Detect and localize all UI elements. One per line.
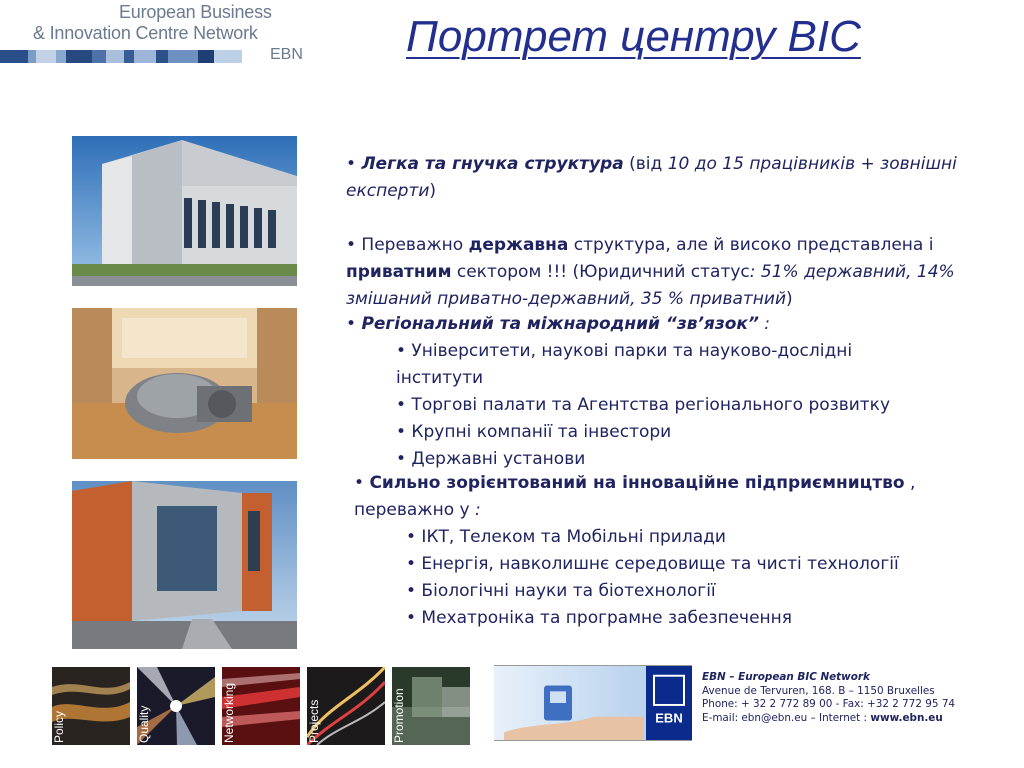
- innovation-item: • ІКТ, Телеком та Мобільні прилади: [406, 527, 726, 547]
- bullet-structure: [346, 151, 1006, 205]
- tile-networking: [222, 667, 300, 745]
- logo-bar-segment: [156, 50, 168, 63]
- ownership-text-2: структура, але й високо представлена і: [568, 235, 934, 255]
- ownership-text-3: сектором !!! (Юридичний статус: [451, 262, 750, 282]
- logo-bar-segment: [214, 50, 242, 63]
- logo-bar-segment: [168, 50, 198, 63]
- bullet: •: [346, 235, 357, 255]
- connections-item: • Торгові палати та Агентства регіонального розвитку: [396, 395, 891, 415]
- innovation-heading: Сильно зорієнтований на інноваційне підприємництво: [369, 473, 905, 493]
- building-photo-1: [72, 136, 297, 286]
- structure-close: ): [429, 181, 437, 201]
- logo-line-1: European Business: [119, 2, 272, 22]
- contact-heading: EBN – European BIC Network: [702, 671, 870, 683]
- tile-label: Promotion: [392, 688, 406, 743]
- logo-bar-segment: [106, 50, 124, 63]
- turbine-hall-photo: [72, 308, 297, 459]
- logo-bar-segment: [36, 50, 56, 63]
- innovation-item: • Біологічні науки та біотехнології: [406, 581, 716, 601]
- innovation-item: • Мехатроніка та програмне забезпечення: [406, 608, 793, 628]
- connections-item: • Державні установи: [396, 449, 586, 469]
- tile-quality: [137, 667, 215, 745]
- connections-item: • Університети, наукові парки та науково-дослідні інститути: [396, 341, 853, 388]
- logo-bar-segment: [92, 50, 106, 63]
- tile-label: Projects: [307, 699, 321, 743]
- logo-bar-segment: [66, 50, 92, 63]
- logo-bar-segment: [0, 50, 28, 63]
- tile-promotion: [392, 667, 470, 745]
- innovation-colon: :: [469, 500, 481, 520]
- bullet: •: [354, 473, 365, 493]
- contact-website-link[interactable]: www.ebn.eu: [870, 711, 943, 724]
- structure-open: (від: [623, 154, 668, 174]
- ownership-public: державна: [468, 235, 569, 255]
- logo-bar-segment: [198, 50, 214, 63]
- banner-label: EBN: [655, 710, 683, 726]
- connections-colon: :: [758, 314, 771, 334]
- ebn-banner: [494, 665, 692, 741]
- bullet-innovation: [354, 470, 994, 524]
- logo-color-bar: [0, 50, 262, 63]
- tile-label: Networking: [222, 682, 236, 743]
- page-title: Портрет центру BIC: [406, 12, 861, 61]
- contact-email-line: [702, 712, 1022, 726]
- connections-item: • Крупні компанії та інвестори: [396, 422, 672, 442]
- innovation-item: • Енергія, навколишнє середовище та чисті технології: [406, 554, 899, 574]
- ownership-close: ): [786, 289, 793, 309]
- logo-bar-segment: [28, 50, 36, 63]
- contact-info: [702, 671, 1022, 725]
- logo-short: EBN: [270, 46, 303, 63]
- innovation-text: , переважно у: [354, 473, 916, 520]
- tile-projects: [307, 667, 385, 745]
- contact-address: Avenue de Tervuren, 168. B – 1150 Bruxelles: [702, 684, 935, 697]
- bullet-ownership: [346, 232, 1006, 313]
- building-photo-2: [72, 481, 297, 649]
- logo-line-2: & Innovation Centre Network: [33, 23, 258, 43]
- ownership-status: : 51% державний, 14% змішаний приватно-державний, 35 % приватний: [346, 262, 955, 309]
- tile-label: Quality: [137, 705, 151, 743]
- bullet: •: [346, 314, 357, 334]
- logo-bar-segment: [56, 50, 66, 63]
- contact-phone: Phone: + 32 2 772 89 00 - Fax: +32 2 772 95 74: [702, 698, 956, 711]
- contact-email: E-mail: ebn@ebn.eu – Internet :: [702, 711, 871, 724]
- bullet-connections: [346, 311, 1006, 338]
- structure-staff: 10 до 15 працівників + зовнішні експерти: [346, 154, 957, 201]
- tile-policy: [52, 667, 130, 745]
- ebn-logo: [0, 0, 310, 70]
- ownership-text-1: Переважно: [356, 235, 469, 255]
- structure-heading: Легка та гнучка структура: [361, 154, 624, 174]
- logo-bar-segment: [124, 50, 134, 63]
- bullet: •: [346, 154, 357, 174]
- tile-label: Policy: [52, 710, 66, 743]
- ownership-private: приватним: [346, 262, 452, 282]
- connections-heading: Регіональний та міжнародний “зв’язок”: [361, 314, 759, 334]
- logo-bar-segment: [134, 50, 156, 63]
